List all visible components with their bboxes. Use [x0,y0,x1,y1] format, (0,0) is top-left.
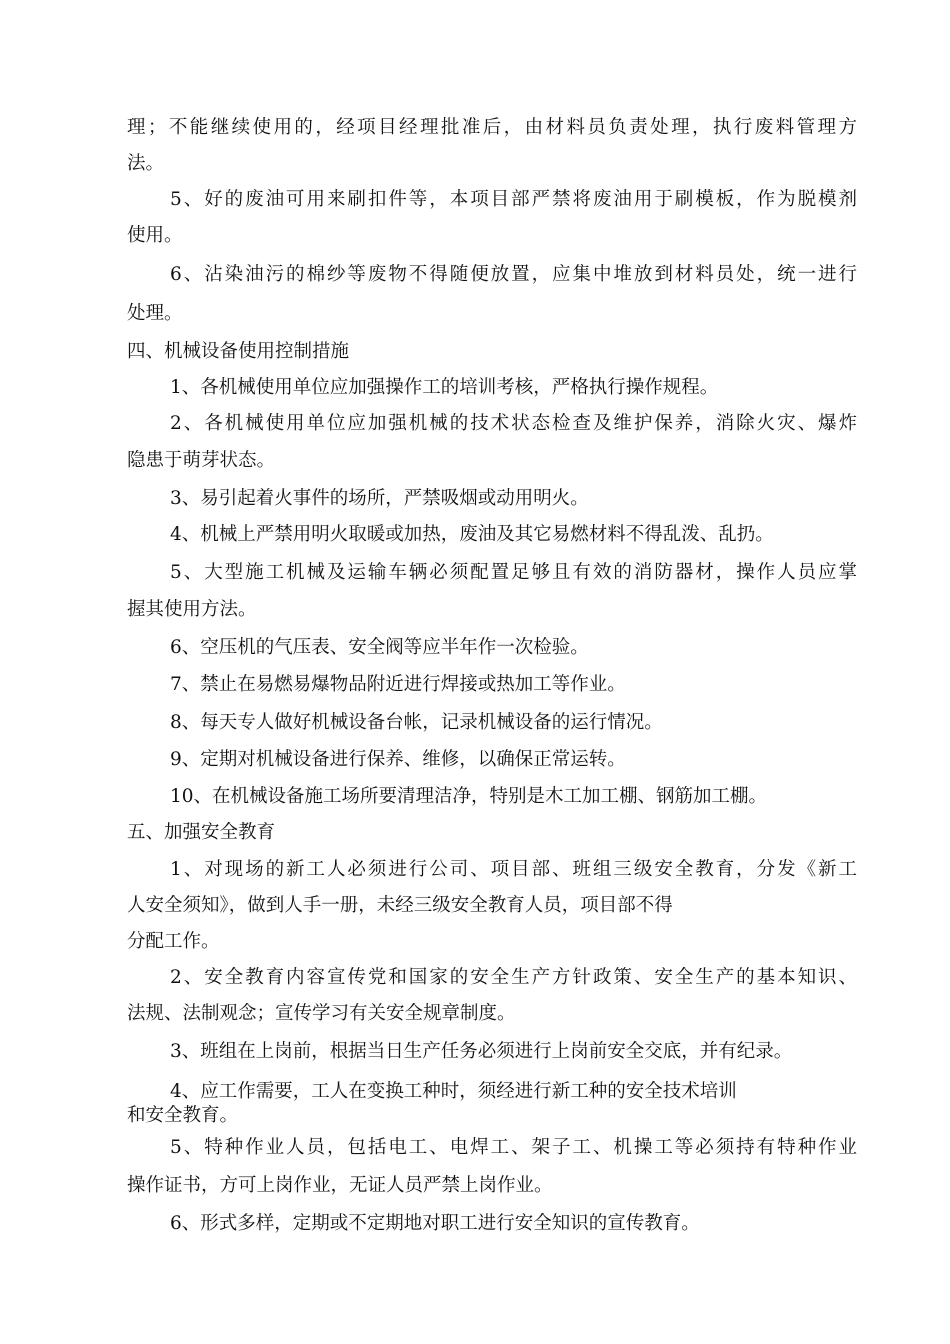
text-line: 3、易引起着火事件的场所，严禁吸烟或动用明火。 [170,488,589,509]
section-heading: 四、机械设备使用控制措施 [127,341,350,362]
text-line: 操作证书，方可上岗作业，无证人员严禁上岗作业。 [127,1175,553,1196]
text-line: 7、禁止在易燃易爆物品附近进行焊接或热加工等作业。 [170,674,626,695]
text-line: 1、各机械使用单位应加强操作工的培训考核，严格执行操作规程。 [170,377,719,398]
text-line: 5、大型施工机械及运输车辆必须配置足够且有效的消防器材，操作人员应掌 [170,562,857,583]
text-line: 使用。 [127,225,183,246]
text-line: 10、在机械设备施工场所要清理洁净，特别是木工加工棚、钢筋加工棚。 [170,786,768,807]
text-line: 6、沾染油污的棉纱等废物不得随便放置，应集中堆放到材料员处，统一进行 [170,264,857,285]
text-line: 2、各机械使用单位应加强机械的技术状态检查及维护保养，消除火灾、爆炸 [170,413,857,434]
text-line: 1、对现场的新工人必须进行公司、项目部、班组三级安全教育，分发《新工 [170,859,857,880]
text-line: 和安全教育。 [127,1105,239,1126]
text-line: 处理。 [127,303,183,324]
text-line: 3、班组在上岗前，根据当日生产任务必须进行上岗前安全交底，并有纪录。 [170,1041,793,1062]
text-line: 5、特种作业人员，包括电工、电焊工、架子工、机操工等必须持有特种作业 [170,1137,857,1158]
text-line: 5、好的废油可用来刷扣件等，本项目部严禁将废油用于刷模板，作为脱模剂 [170,189,857,210]
text-line: 法规、法制观念；宣传学习有关安全规章制度。 [127,1003,516,1024]
text-line: 握其使用方法。 [127,599,257,620]
text-line: 分配工作。 [127,931,220,952]
text-line: 4、应工作需要，工人在变换工种时，须经进行新工种的安全技术培训 [170,1081,737,1102]
text-line: 6、形式多样，定期或不定期地对职工进行安全知识的宣传教育。 [170,1213,700,1234]
text-line: 人安全须知》，做到人手一册，未经三级安全教育人员，项目部不得 [127,895,673,916]
text-line: 法。 [127,153,165,174]
text-line: 4、机械上严禁用明火取暖或加热，废油及其它易燃材料不得乱泼、乱扔。 [170,524,774,545]
text-line: 8、每天专人做好机械设备台帐，记录机械设备的运行情况。 [170,712,663,733]
text-line: 隐患于萌芽状态。 [127,450,276,471]
text-line: 理；不能继续使用的，经项目经理批准后，由材料员负责处理，执行废料管理方 [127,117,857,138]
text-line: 2、安全教育内容宣传党和国家的安全生产方针政策、安全生产的基本知识、 [170,967,857,988]
text-line: 9、定期对机械设备进行保养、维修，以确保正常运转。 [170,749,626,770]
text-line: 6、空压机的气压表、安全阀等应半年作一次检验。 [170,637,589,658]
section-heading: 五、加强安全教育 [127,822,276,843]
